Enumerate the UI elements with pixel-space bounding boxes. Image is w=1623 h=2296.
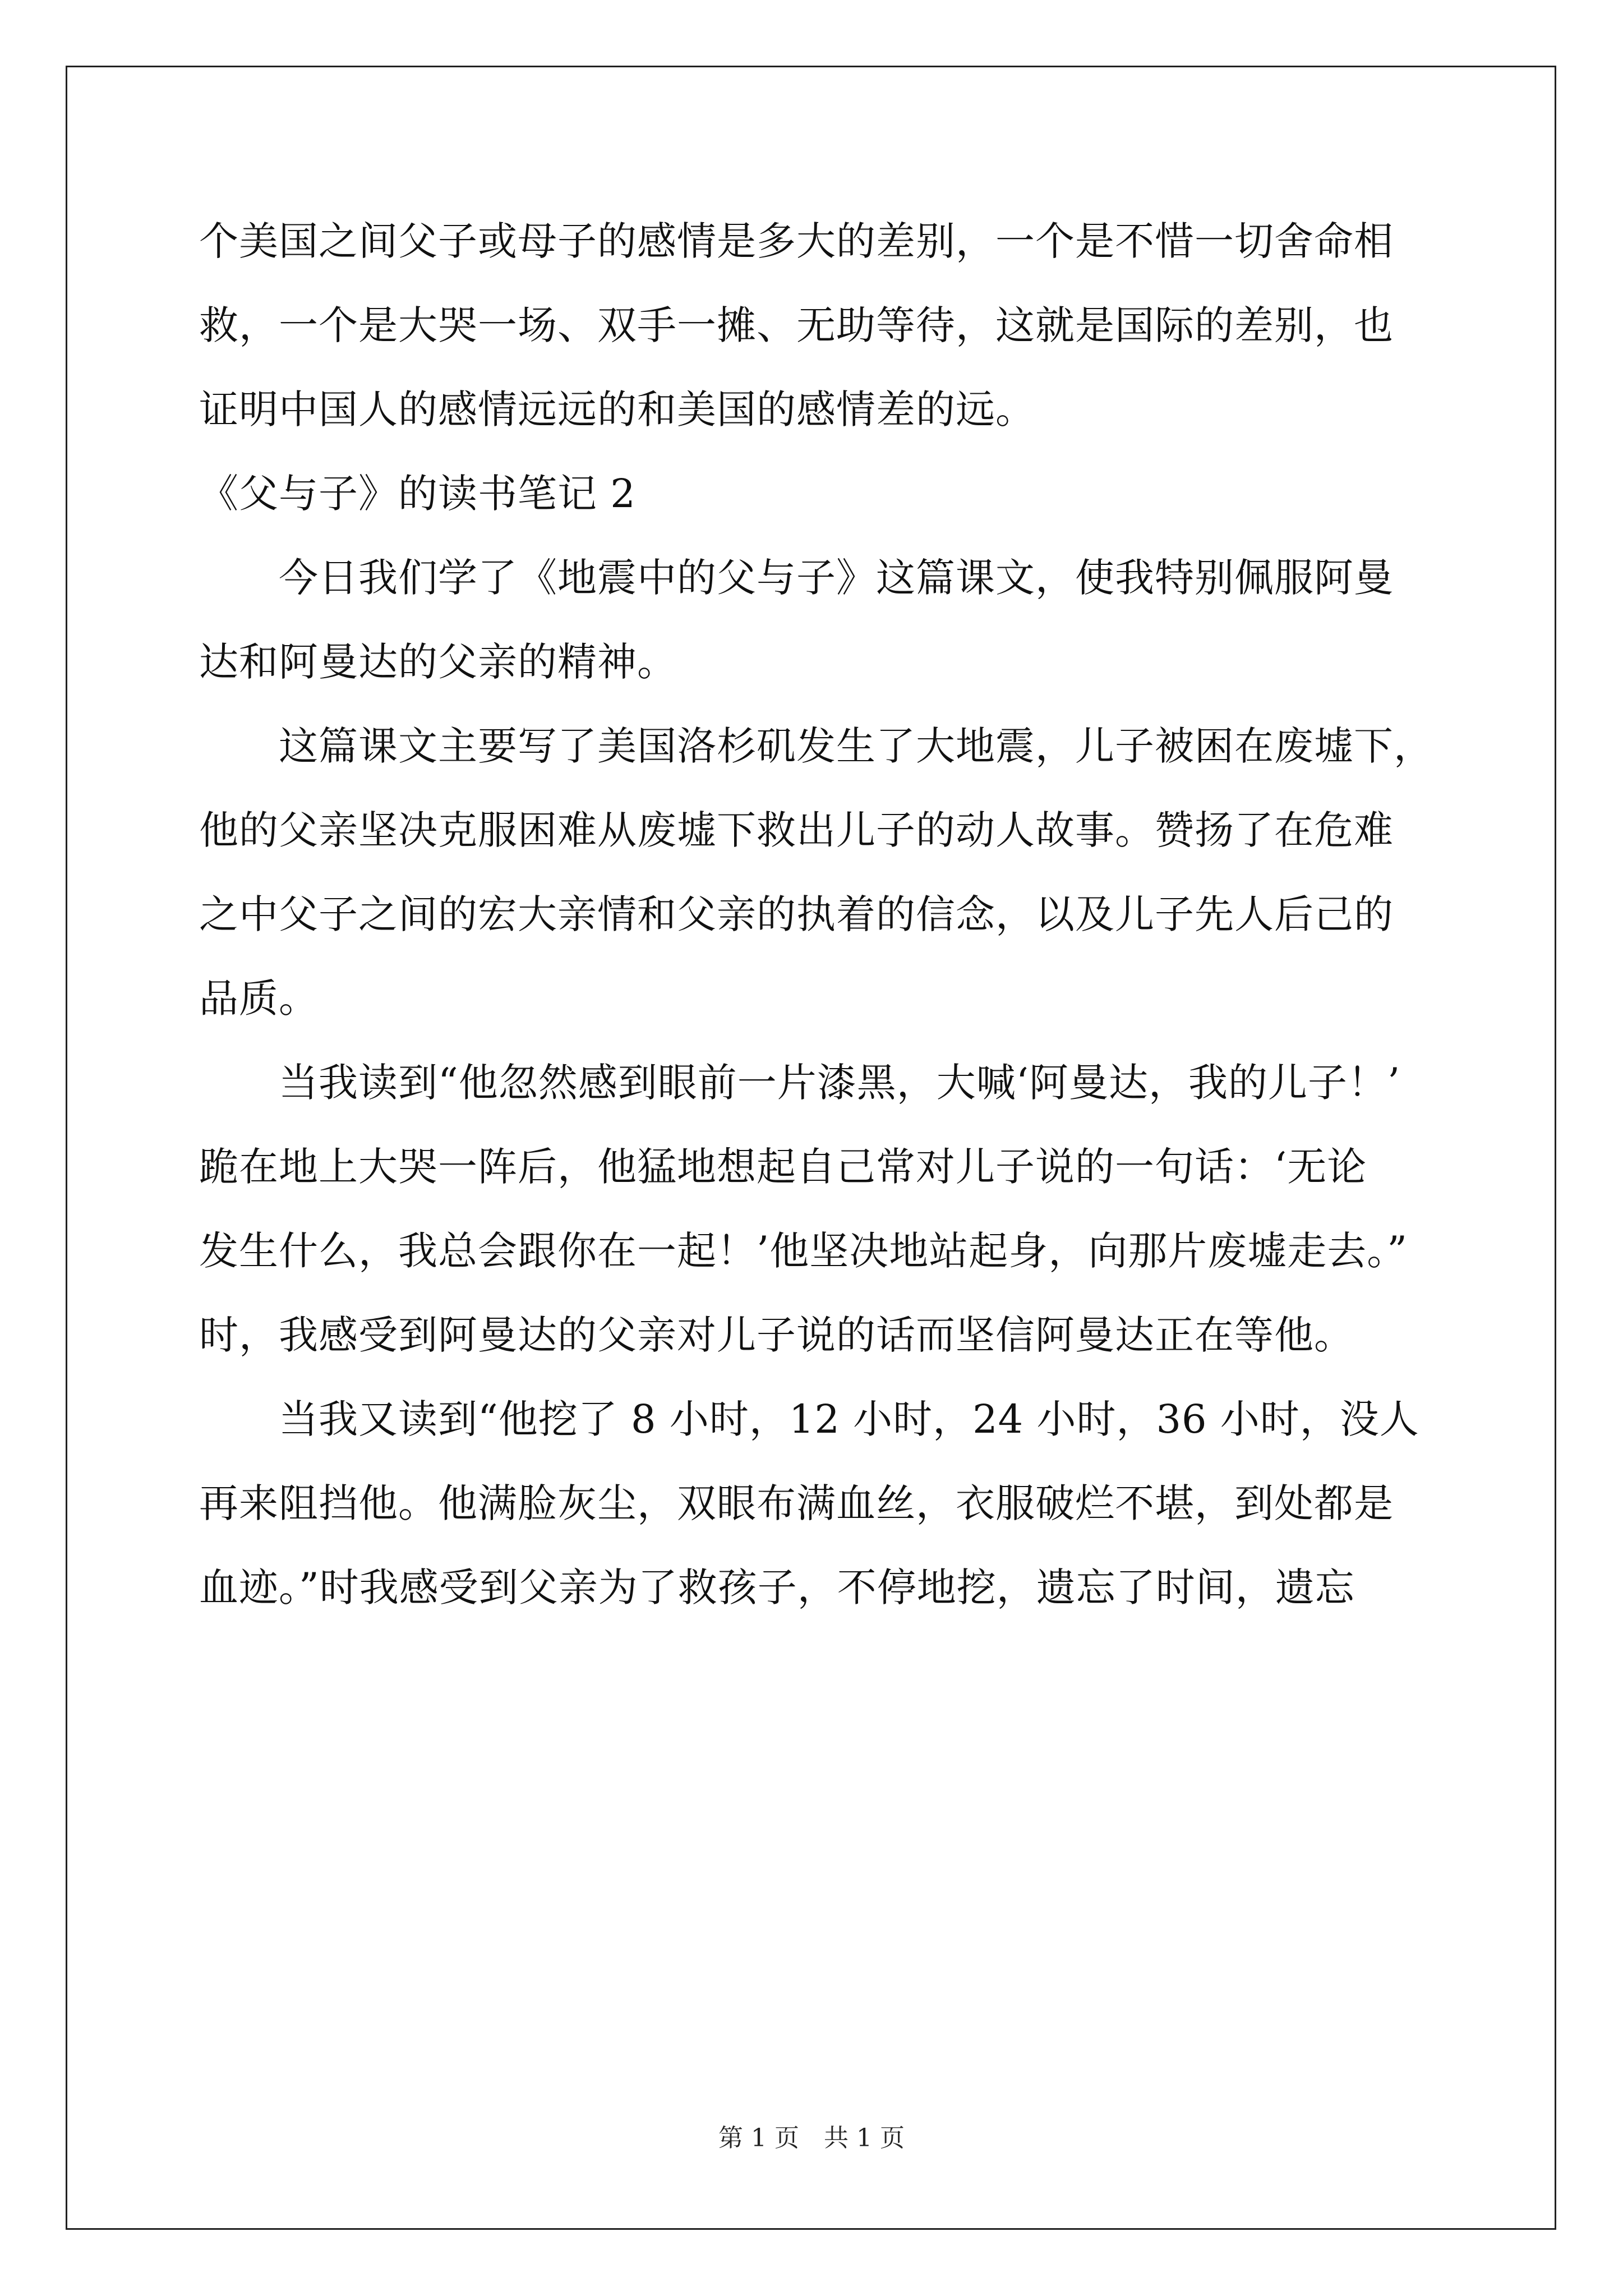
text-line: 当我又读到“他挖了 8 小时，12 小时，24 小时，36 小时，没人	[279, 1396, 1419, 1442]
text-line: 血迹。”时我感受到父亲为了救孩子，不停地挖，遗忘了时间，遗忘	[199, 1565, 1355, 1611]
text-line: 当我读到“他忽然感到眼前一片漆黑，大喊‘阿曼达，我的儿子！’	[279, 1060, 1401, 1106]
text-line: 发生什么，我总会跟你在一起！’他坚决地站起身，向那片废墟走去。”	[199, 1228, 1408, 1274]
text-line: 个美国之间父子或母子的感情是多大的差别，一个是不惜一切舍命相	[199, 218, 1394, 264]
text-line: 证明中国人的感情远远的和美国的感情差的远。	[199, 386, 1035, 432]
text-line: 救，一个是大哭一场、双手一摊、无助等待，这就是国际的差别，也	[199, 302, 1394, 348]
text-line: 时，我感受到阿曼达的父亲对儿子说的话而坚信阿曼达正在等他。	[199, 1312, 1354, 1358]
text-line: 今日我们学了《地震中的父与子》这篇课文，使我特别佩服阿曼	[279, 555, 1394, 601]
text-line: 这篇课文主要写了美国洛杉矶发生了大地震，儿子被困在废墟下，	[279, 723, 1433, 769]
text-line: 他的父亲坚决克服困难从废墟下救出儿子的动人故事。赞扬了在危难	[199, 807, 1394, 853]
text-line: 品质。	[199, 976, 319, 1022]
text-line: 跪在地上大哭一阵后，他猛地想起自己常对儿子说的一句话：‘无论	[199, 1144, 1367, 1190]
text-line: 达和阿曼达的父亲的精神。	[199, 639, 677, 685]
text-line: 之中父子之间的宏大亲情和父亲的执着的信念，以及儿子先人后己的	[199, 891, 1394, 937]
text-line: 再来阻挡他。他满脸灰尘，双眼布满血丝，衣服破烂不堪，到处都是	[199, 1480, 1394, 1526]
section-heading: 《父与子》的读书笔记 2	[199, 471, 636, 517]
page-number-footer: 第 1 页 共 1 页	[718, 2124, 905, 2152]
